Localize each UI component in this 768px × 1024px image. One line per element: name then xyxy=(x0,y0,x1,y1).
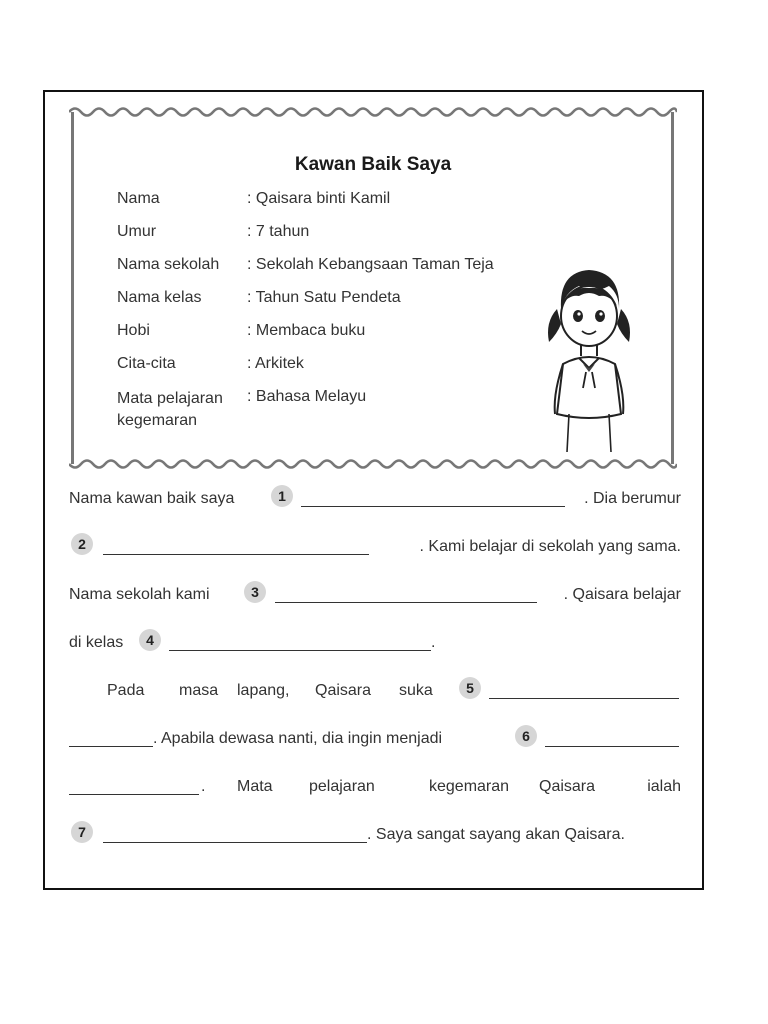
passage-line-4 xyxy=(69,628,681,676)
blank-number-7: 7 xyxy=(71,821,93,843)
passage-text: . Apabila dewasa nanti, dia ingin menjadi xyxy=(153,730,443,747)
answer-blank-3[interactable] xyxy=(275,602,537,603)
field-label: Umur xyxy=(117,223,157,240)
field-value: : Tahun Satu Pendeta xyxy=(247,289,401,306)
passage-text: . Saya sangat sayang akan Qaisara. xyxy=(367,826,625,843)
passage-line-3 xyxy=(69,580,681,628)
passage-text: . xyxy=(201,778,206,795)
wavy-border-bottom xyxy=(69,458,677,472)
blank-number-1: 1 xyxy=(271,485,293,507)
blank-number-2: 2 xyxy=(71,533,93,555)
blank-number-3: 3 xyxy=(244,581,266,603)
passage-line-7 xyxy=(69,772,681,820)
field-value: : Sekolah Kebangsaan Taman Teja xyxy=(247,256,494,273)
field-label: Nama xyxy=(117,190,160,207)
answer-blank-4[interactable] xyxy=(169,650,431,651)
passage-text: Nama sekolah kami xyxy=(69,586,210,603)
passage-text: Qaisara xyxy=(315,682,372,699)
field-label: Mata pelajaran kegemaran xyxy=(117,390,223,429)
passage-line-5 xyxy=(69,676,681,724)
field-value: : Qaisara binti Kamil xyxy=(247,190,391,207)
answer-blank-1[interactable] xyxy=(301,506,565,507)
field-label: Hobi xyxy=(117,322,150,339)
passage-text: di kelas xyxy=(69,634,124,651)
passage-text: suka xyxy=(399,682,433,699)
answer-blank-2[interactable] xyxy=(103,554,369,555)
passage-text: Nama kawan baik saya xyxy=(69,490,235,507)
girl-illustration xyxy=(539,264,639,454)
answer-blank-7[interactable] xyxy=(103,842,367,843)
field-label: Nama sekolah xyxy=(117,256,220,273)
passage-text: Qaisara xyxy=(539,778,596,795)
answer-blank-6-continued[interactable] xyxy=(69,794,199,795)
blank-number-4: 4 xyxy=(139,629,161,651)
passage-text: pelajaran xyxy=(309,778,375,795)
field-value: : Membaca buku xyxy=(247,322,366,339)
passage-text: lapang, xyxy=(237,682,290,699)
field-value: : 7 tahun xyxy=(247,223,310,240)
wavy-border-top xyxy=(69,104,677,118)
field-label: Cita-cita xyxy=(117,355,176,372)
profile-card xyxy=(69,104,677,464)
passage-line-8 xyxy=(69,820,681,868)
passage-text: Mata xyxy=(237,778,273,795)
blank-number-6: 6 xyxy=(515,725,537,747)
cloze-passage xyxy=(69,484,681,868)
passage-text: . Dia berumur xyxy=(584,490,681,507)
answer-blank-6[interactable] xyxy=(545,746,679,747)
card-title: Kawan Baik Saya xyxy=(294,154,452,175)
field-label: Nama kelas xyxy=(117,289,202,306)
worksheet xyxy=(43,90,704,890)
passage-text: ialah xyxy=(647,778,681,795)
field-value: : Bahasa Melayu xyxy=(247,388,367,405)
blank-number-5: 5 xyxy=(459,677,481,699)
passage-text: . xyxy=(431,634,436,651)
passage-line-6 xyxy=(69,724,681,772)
passage-text: . Kami belajar di sekolah yang sama. xyxy=(419,538,681,555)
answer-blank-5-continued[interactable] xyxy=(69,746,153,747)
passage-text: kegemaran xyxy=(429,778,510,795)
passage-text: masa xyxy=(179,682,219,699)
answer-blank-5[interactable] xyxy=(489,698,679,699)
field-value: : Arkitek xyxy=(247,355,304,372)
passage-text: . Qaisara belajar xyxy=(563,586,681,603)
passage-line-1 xyxy=(69,484,681,532)
passage-text: Pada xyxy=(107,682,145,699)
passage-line-2 xyxy=(69,532,681,580)
